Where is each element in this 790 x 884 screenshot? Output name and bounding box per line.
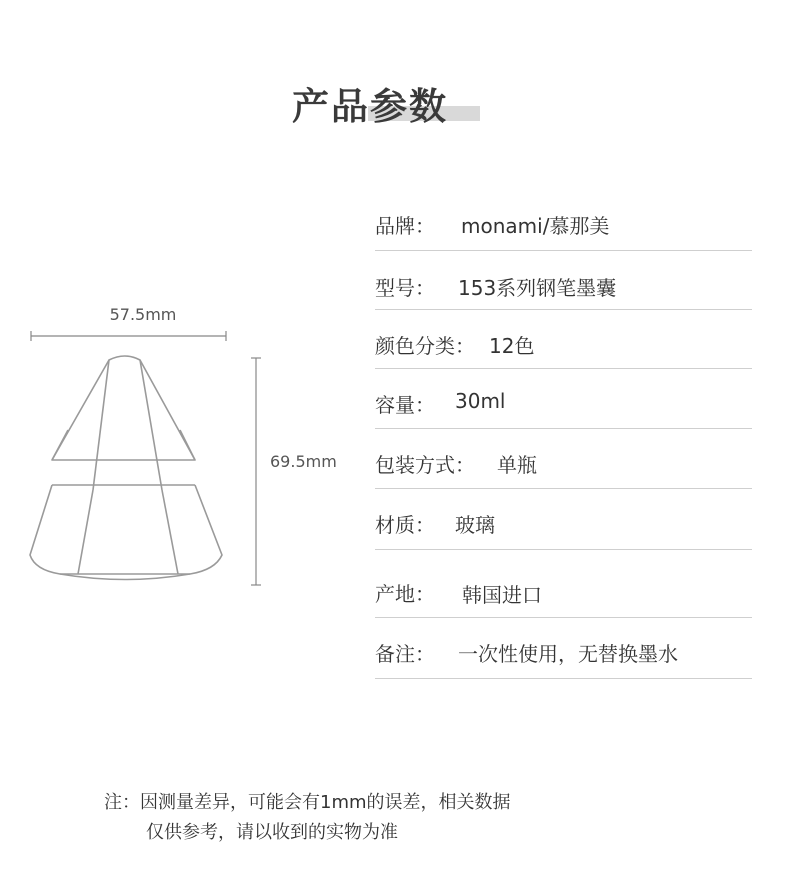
note-line-2: 仅供参考，请以收到的实物为准	[146, 822, 398, 843]
spec-value: 一次性使用，无替换墨水	[458, 642, 678, 666]
spec-row-color	[375, 310, 752, 369]
spec-label: 包装方式：	[375, 453, 475, 477]
spec-row-remark	[375, 618, 752, 679]
spec-label: 型号：	[375, 276, 435, 300]
page-title: 产品参数	[292, 85, 448, 128]
height-label: 69.5mm	[270, 452, 337, 471]
spec-value: 韩国进口	[462, 583, 542, 607]
spec-row-material	[375, 489, 752, 550]
spec-label: 品牌：	[375, 214, 435, 238]
title-area	[0, 72, 790, 132]
spec-row-model	[375, 251, 752, 310]
spec-value: monami/慕那美	[461, 214, 610, 238]
width-label: 57.5mm	[109, 305, 177, 324]
spec-value: 单瓶	[497, 453, 537, 477]
note-line-1: 注：因测量差异，可能会有1mm的误差，相关数据	[104, 792, 511, 813]
spec-table	[375, 190, 752, 679]
measurement-note	[104, 788, 511, 848]
spec-value: 30ml	[455, 389, 506, 413]
spec-label: 材质：	[375, 513, 435, 537]
width-dimension-line	[31, 331, 226, 341]
spec-label: 产地：	[375, 582, 435, 606]
spec-label: 备注：	[375, 642, 435, 666]
height-dimension-line	[251, 358, 261, 585]
spec-row-brand	[375, 190, 752, 251]
spec-row-origin	[375, 550, 752, 618]
bottle-outline	[30, 356, 222, 580]
spec-value: 玻璃	[455, 513, 495, 537]
spec-row-capacity	[375, 369, 752, 429]
bottle-dimension-diagram	[0, 290, 360, 600]
spec-label: 颜色分类：	[375, 334, 475, 358]
spec-label: 容量：	[375, 393, 435, 417]
spec-value: 153系列钢笔墨囊	[458, 276, 617, 300]
bottle-drawing	[0, 290, 360, 600]
spec-value: 12色	[489, 334, 535, 358]
spec-row-packaging	[375, 429, 752, 489]
